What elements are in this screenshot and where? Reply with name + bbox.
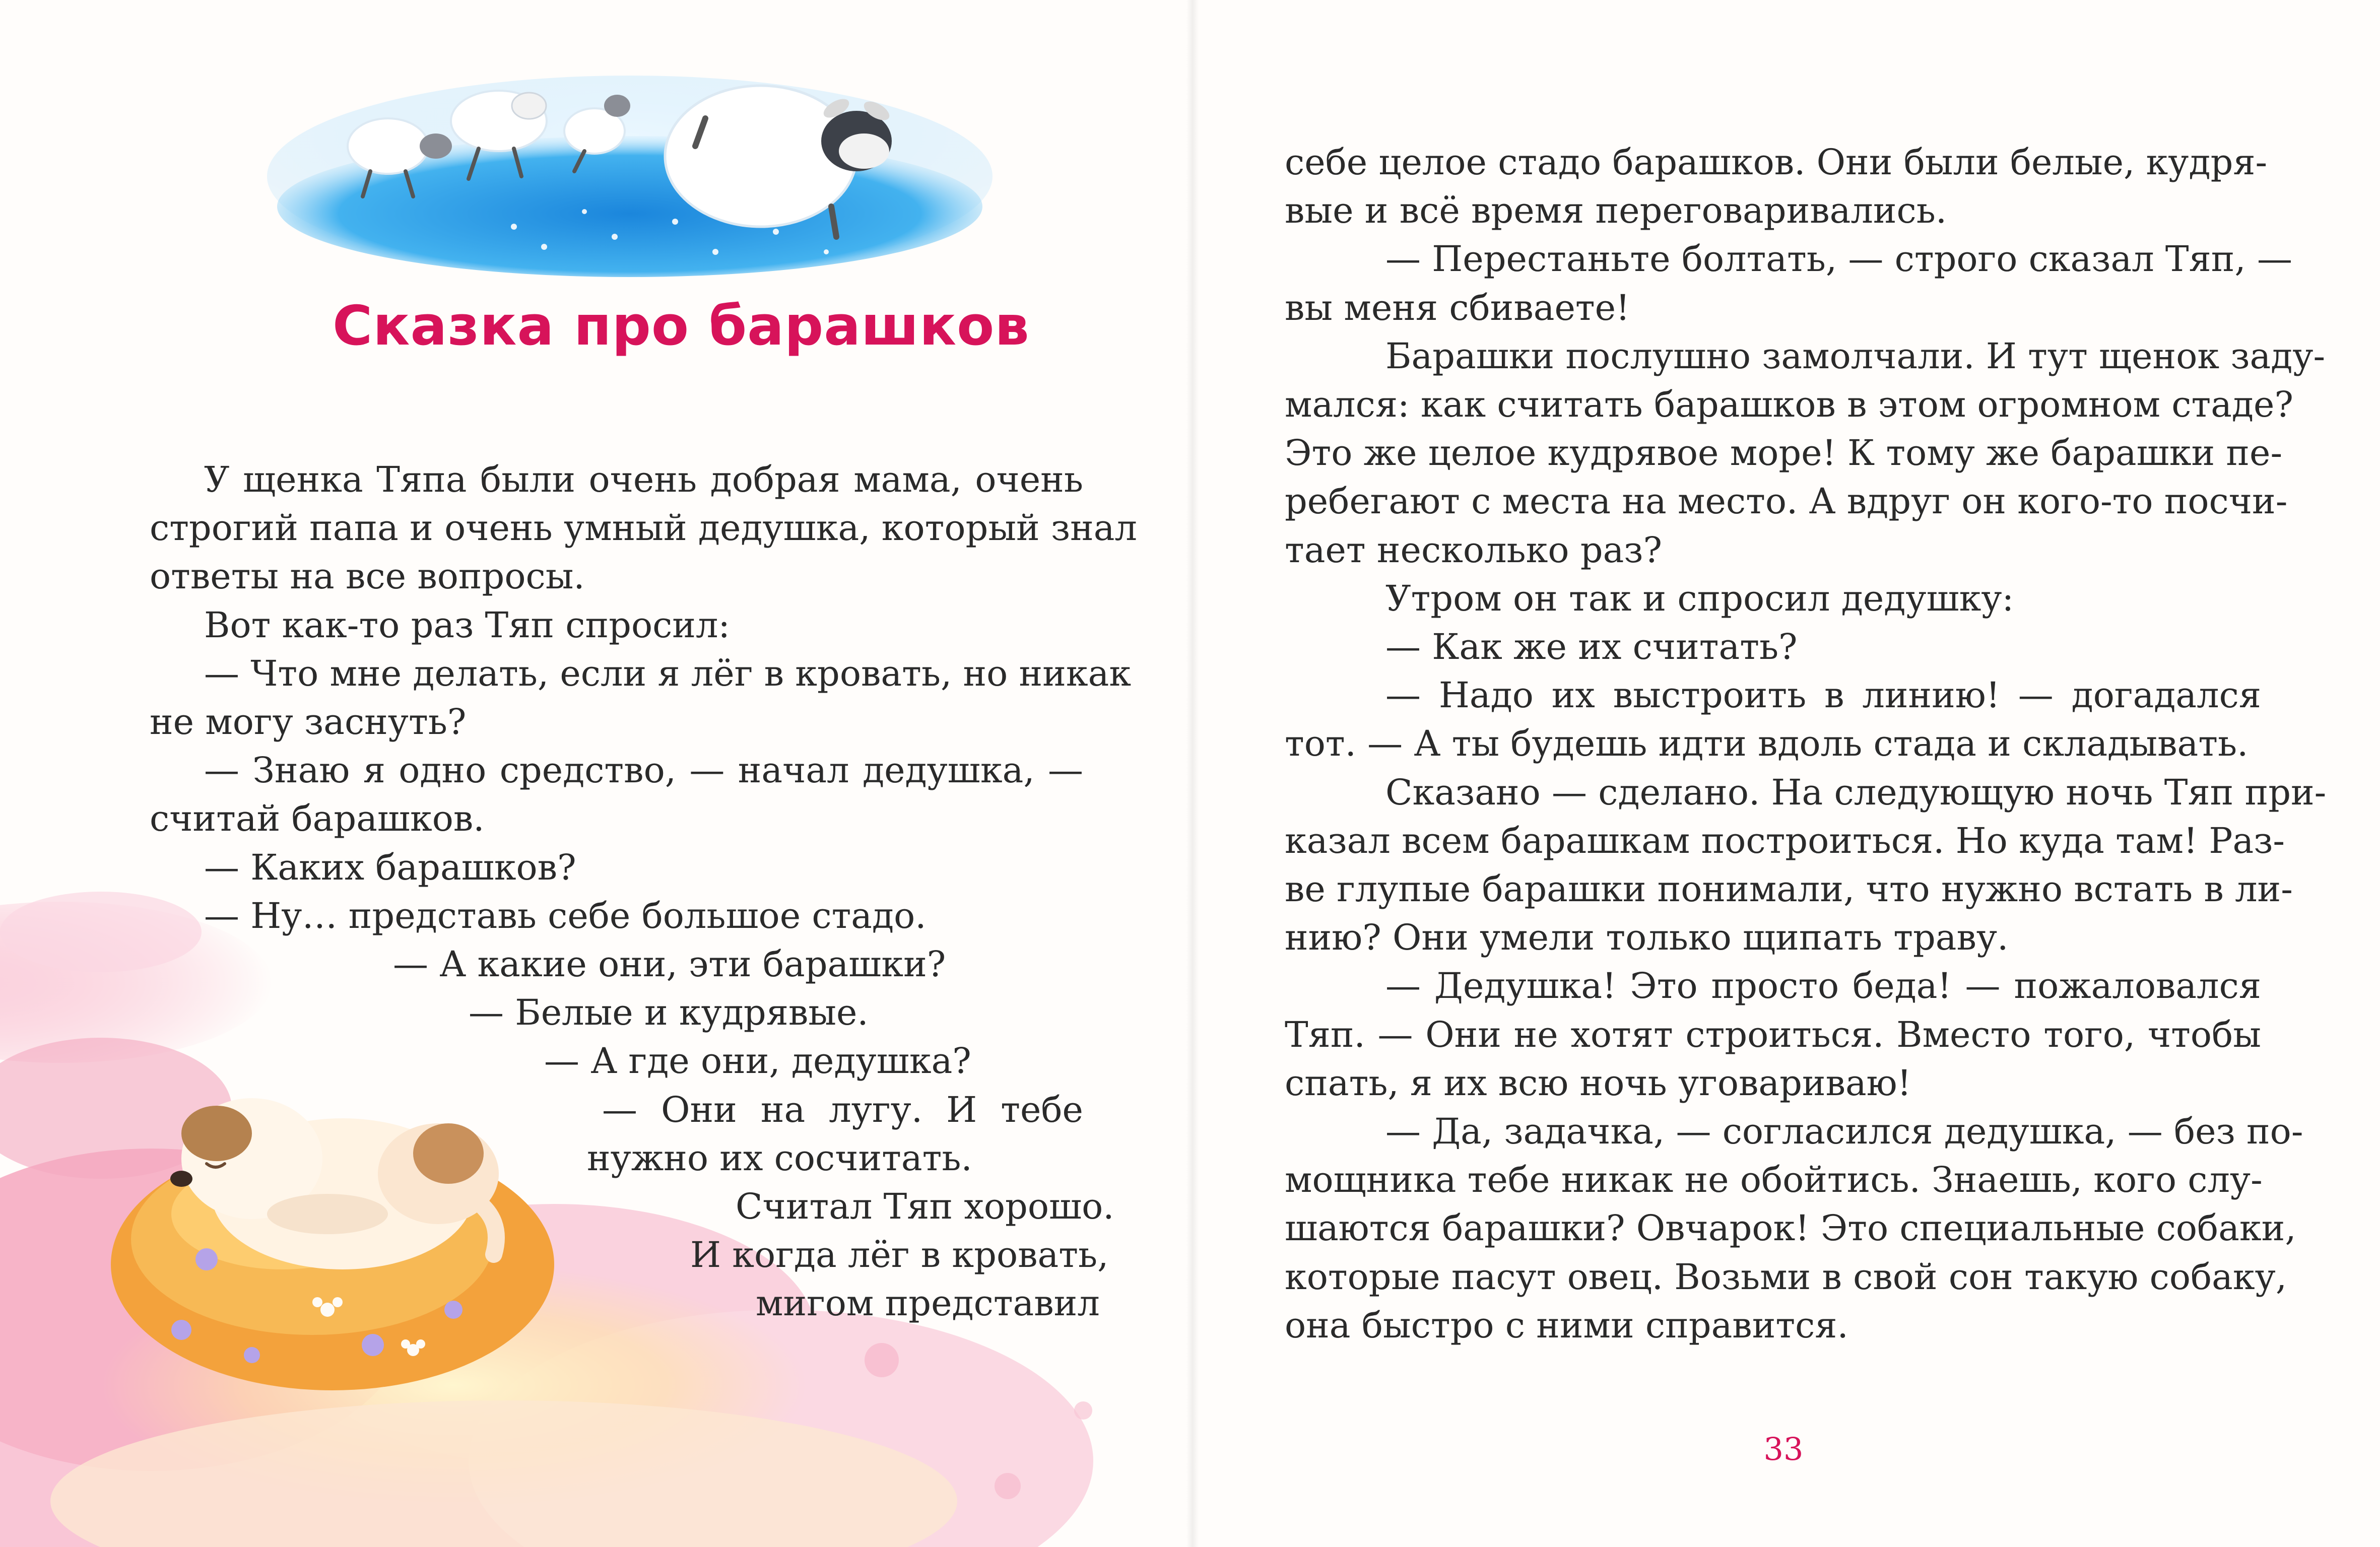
text-line: — Что мне делать, если я лёг в кровать, но никак xyxy=(204,652,1132,694)
text-line: И когда лёг в кровать, xyxy=(690,1234,1109,1276)
text-line: Считал Тяп хорошо. xyxy=(736,1186,1114,1227)
text-line: шаются барашки? Овчарок! Это специальные собаки, xyxy=(1285,1207,2296,1249)
text-line: — А где они, дедушка? xyxy=(544,1040,971,1082)
sheep-meadow-illustration xyxy=(262,71,998,282)
page-number: 33 xyxy=(1763,1431,1804,1467)
text-line: — Знаю я одно средство, — начал дедушка, — xyxy=(204,750,1083,791)
text-line: себе целое стадо барашков. Они были белые, кудря- xyxy=(1285,142,2268,183)
text-line: тот. — А ты будешь идти вдоль стада и складывать. xyxy=(1285,723,2249,765)
text-line: вые и всё время переговаривались. xyxy=(1285,190,1947,232)
text-line: — Белые и кудрявые. xyxy=(469,992,869,1034)
text-line: ве глупые барашки понимали, что нужно встать в ли- xyxy=(1285,868,2293,910)
text-line: нию? Они умели только щипать траву. xyxy=(1285,917,2009,959)
page-spine xyxy=(1186,0,1199,1547)
text-line: Сказано — сделано. На следующую ночь Тяп при- xyxy=(1385,771,2327,813)
text-line: — Надо их выстроить в линию! — догадался xyxy=(1385,675,2261,716)
text-line: спать, я их всю ночь уговариваю! xyxy=(1285,1062,1911,1104)
text-line: Утром он так и спросил дедушку: xyxy=(1385,577,2014,619)
text-line: — Перестаньте болтать, — строго сказал Тяп, — xyxy=(1385,238,2292,280)
text-line: нужно их сосчитать. xyxy=(587,1137,972,1179)
text-line: она быстро с ними справится. xyxy=(1285,1304,1848,1346)
text-line: которые пасут овец. Возьми в свой сон такую собаку, xyxy=(1285,1256,2287,1298)
text-line: Вот как-то раз Тяп спросил: xyxy=(204,604,731,646)
text-line: ребегают с места на место. А вдруг он кого-то посчи- xyxy=(1285,481,2288,522)
text-line: не могу заснуть? xyxy=(150,701,467,743)
text-line: Тяп. — Они не хотят строиться. Вместо того, чтобы xyxy=(1285,1014,2261,1055)
text-line: мощника тебе никак не обойтись. Знаешь, кого слу- xyxy=(1285,1159,2263,1201)
text-line: тает несколько раз? xyxy=(1285,529,1663,571)
text-line: — Они на лугу. И тебе xyxy=(602,1089,1083,1130)
text-line: Барашки послушно замолчали. И тут щенок заду- xyxy=(1385,335,2326,377)
text-line: — Да, задачка, — согласился дедушка, — без по- xyxy=(1385,1111,2303,1152)
text-line: Это же целое кудрявое море! К тому же барашки пе- xyxy=(1285,432,2283,474)
text-line: — А какие они, эти барашки? xyxy=(393,944,946,985)
text-line: У щенка Тяпа были очень добрая мама, очень xyxy=(204,459,1083,500)
text-line: мался: как считать барашков в этом огромном стаде? xyxy=(1285,384,2293,425)
text-line: ответы на все вопросы. xyxy=(150,556,585,597)
text-line: — Дедушка! Это просто беда! — пожаловался xyxy=(1385,965,2261,1007)
text-line: — Ну… представь себе большое стадо. xyxy=(204,895,927,936)
text-line: строгий папа и очень умный дедушка, который знал xyxy=(150,507,1137,549)
text-line: казал всем барашкам построиться. Но куда там! Раз- xyxy=(1285,820,2285,861)
text-line: — Как же их считать? xyxy=(1385,626,1798,667)
sleeping-puppy-illustration xyxy=(91,1048,594,1410)
text-line: вы меня сбиваете! xyxy=(1285,287,1630,328)
text-line: — Каких барашков? xyxy=(204,846,576,888)
text-line: мигом представил xyxy=(756,1283,1100,1324)
text-line: считай барашков. xyxy=(150,798,485,840)
chapter-title: Сказка про барашков xyxy=(333,295,1030,358)
